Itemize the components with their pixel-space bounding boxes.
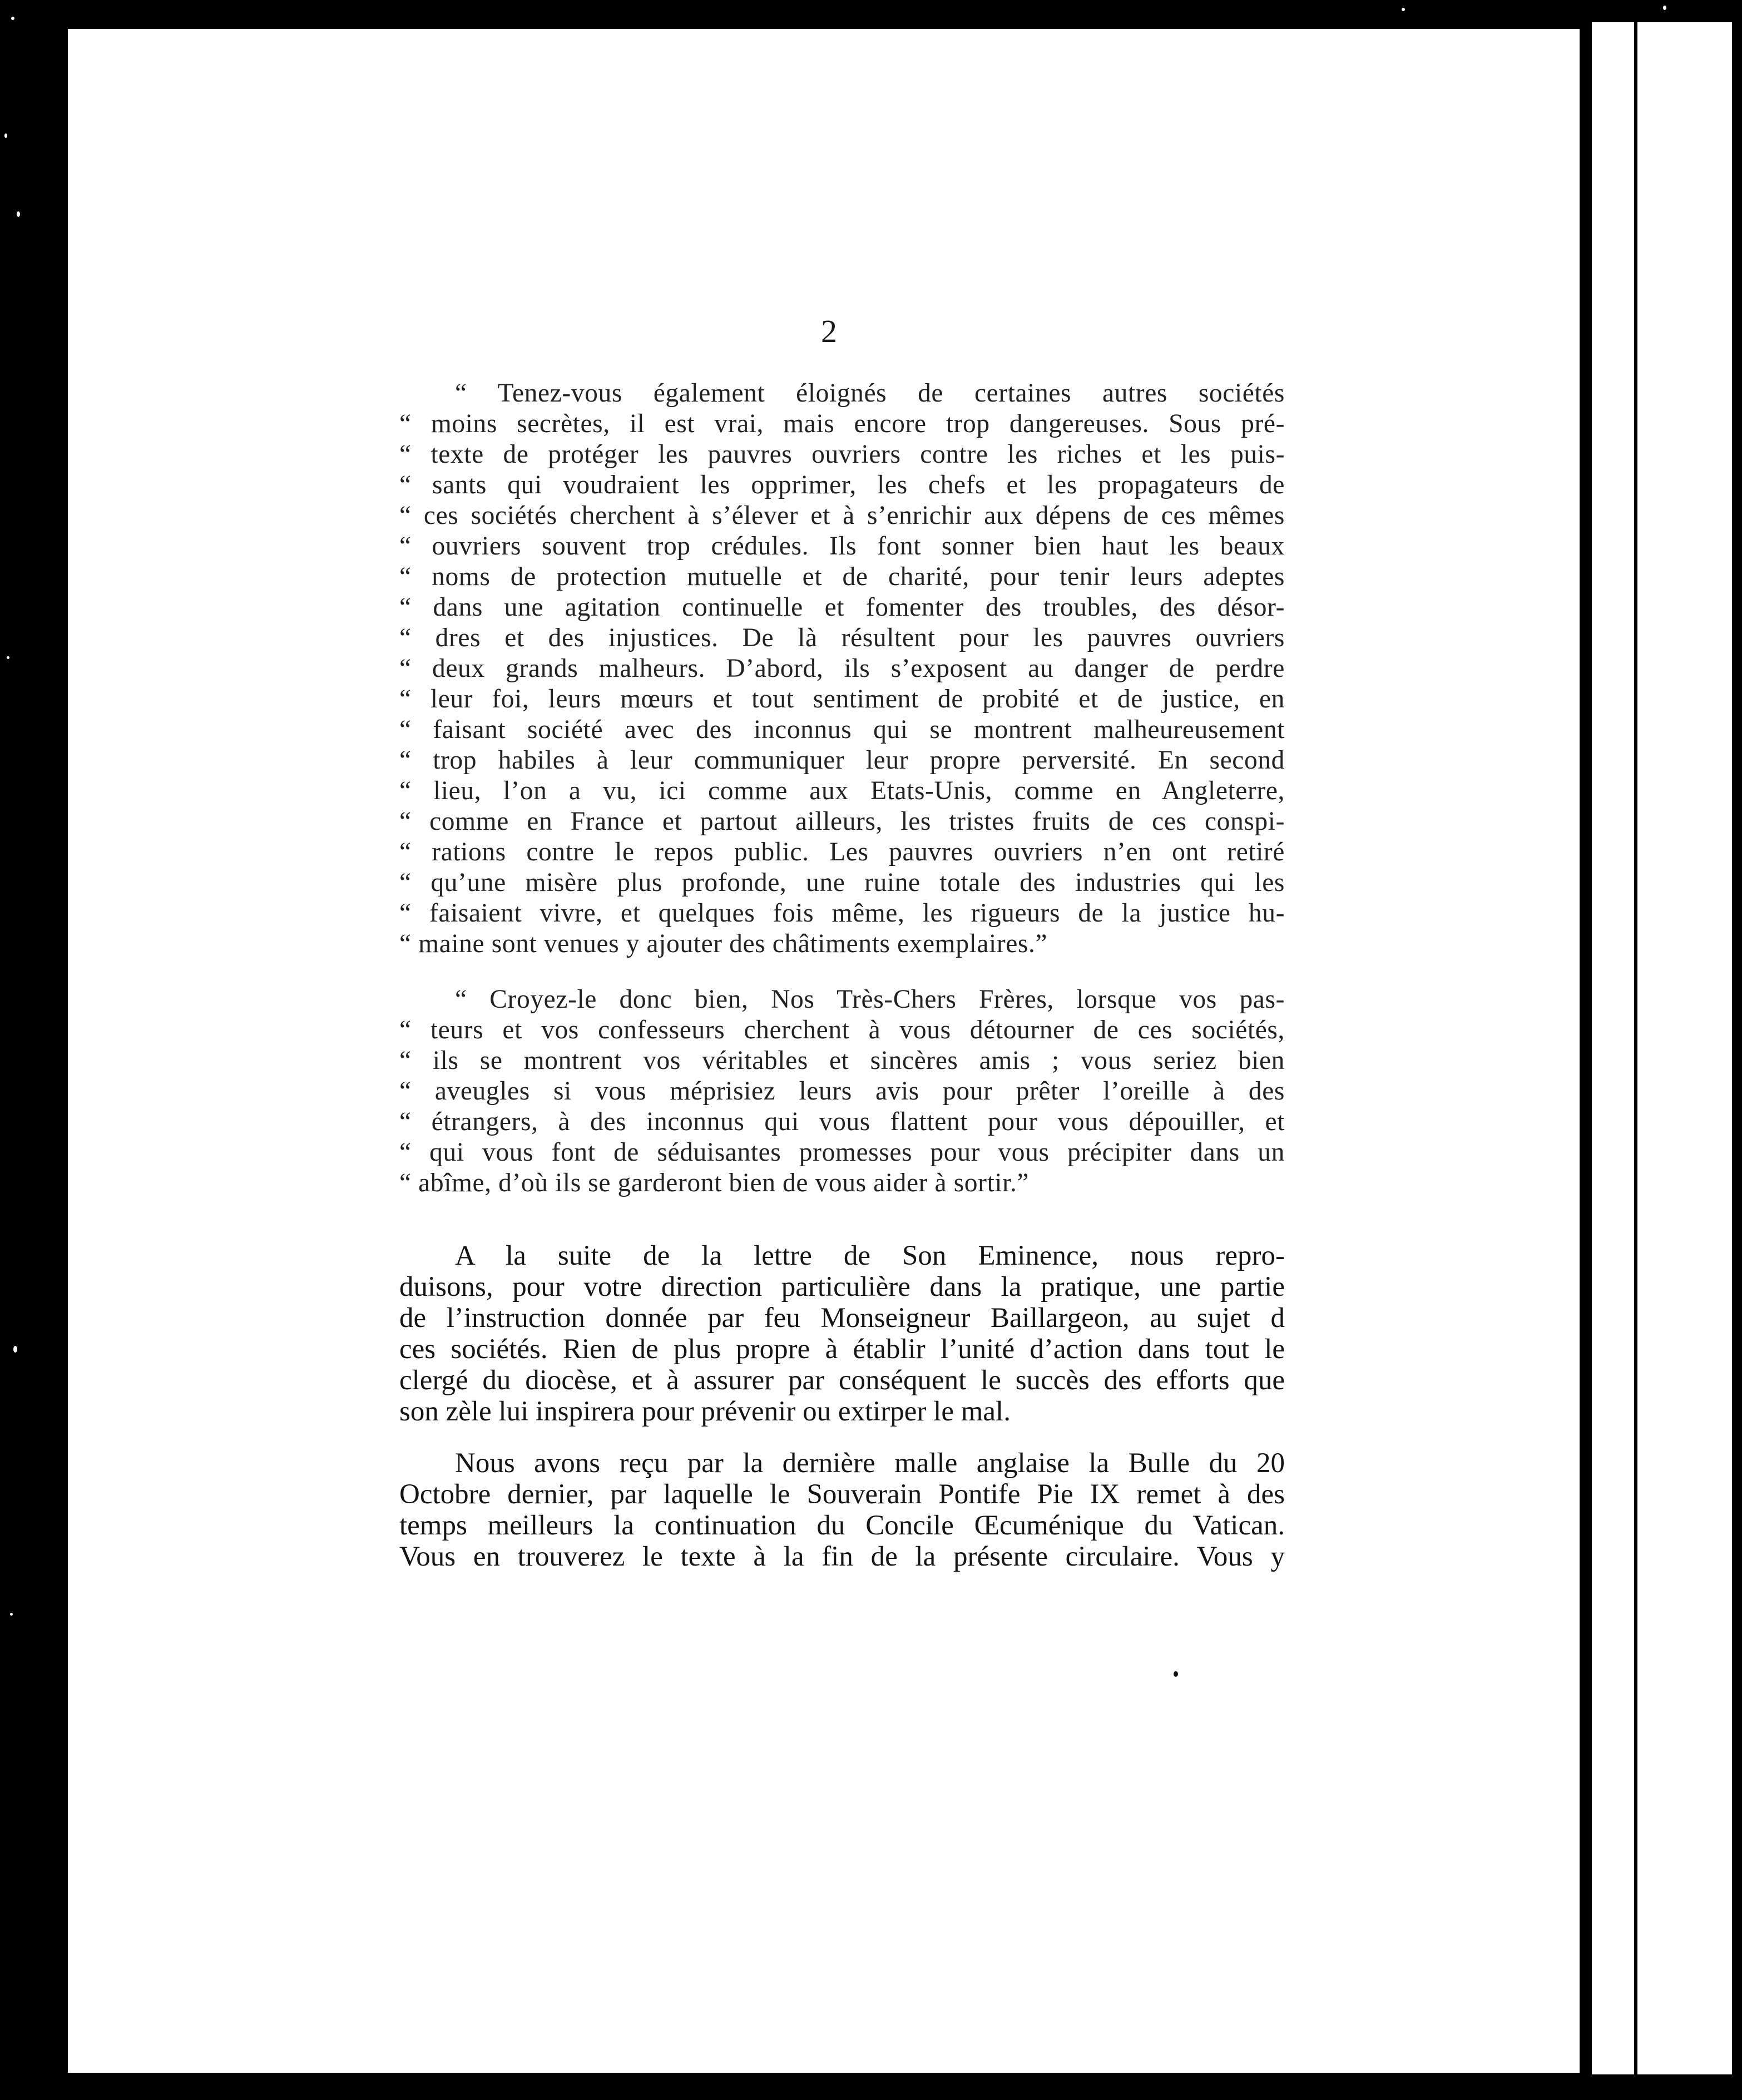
text-line: ces sociétés. Rien de plus propre à établir l’unité d’action dans tout le [399,1334,1285,1365]
text-line: duisons, pour votre direction particulière dans la pratique, une partie [399,1271,1285,1302]
scan-speck [10,1613,13,1616]
text-line: “ moins secrètes, il est vrai, mais encore trop dangereuses. Sous pré- [399,409,1285,438]
body-paragraph-1 [399,1240,1285,1427]
text-line: “ texte de protéger les pauvres ouvriers contre les riches et les puis- [399,440,1285,469]
text-line: “ lieu, l’on a vu, ici comme aux Etats-Unis, comme en Angleterre, [399,776,1285,805]
scan-speck [13,1346,17,1353]
body-paragraph-2 [399,1448,1285,1572]
text-line: “ comme en France et partout ailleurs, les tristes fruits de ces conspi- [399,807,1285,836]
text-line: “ ils se montrent vos véritables et sincères amis ; vous seriez bien [399,1046,1285,1075]
text-line: de l’instruction donnée par feu Monseigneur Baillargeon, au sujet d [399,1302,1285,1334]
text-line: “ étrangers, à des inconnus qui vous flattent pour vous dépouiller, et [399,1107,1285,1136]
scan-speck [17,211,20,217]
scan-speck [1663,6,1666,10]
text-line: “ Tenez-vous également éloignés de certaines autres sociétés [455,379,1285,408]
text-line: A la suite de la lettre de Son Eminence, nous repro- [455,1240,1285,1271]
text-line: “ qu’une misère plus profonde, une ruine totale des industries qui les [399,868,1285,897]
text-line: son zèle lui inspirera pour prévenir ou extirper le mal. [399,1396,1011,1427]
text-line: “ faisant société avec des inconnus qui se montrent malheureusement [399,715,1285,744]
text-line: “ leur foi, leurs mœurs et tout sentiment de probité et de justice, en [399,685,1285,714]
facing-page-edge [1592,22,1732,2074]
text-line: “ Croyez-le donc bien, Nos Très-Chers Frères, lorsque vos pas- [455,985,1285,1014]
text-line: clergé du diocèse, et à assurer par conséquent le succès des efforts que [399,1365,1285,1396]
text-line: “ dans une agitation continuelle et fomenter des troubles, des désor- [399,593,1285,622]
scan-speck [1402,8,1405,11]
text-line: “ trop habiles à leur communiquer leur propre perversité. En second [399,746,1285,775]
text-line: “ ces sociétés cherchent à s’élever et à s’enrichir aux dépens de ces mêmes [399,501,1285,530]
scan-speck [4,133,7,138]
ink-dot [1174,1671,1178,1677]
facing-page-gutter [1634,22,1637,2074]
page-number: 2 [821,313,837,349]
text-line: Nous avons reçu par la dernière malle anglaise la Bulle du 20 [455,1448,1285,1479]
quoted-paragraph-2 [399,984,1285,1198]
text-line: “ abîme, d’où ils se garderont bien de vous aider à sortir.” [399,1168,1030,1197]
text-line: “ qui vous font de séduisantes promesses pour vous précipiter dans un [399,1138,1285,1167]
text-line: “ maine sont venues y ajouter des châtiments exemplaires.” [399,929,1048,958]
scan-speck [7,656,9,659]
text-line: “ teurs et vos confesseurs cherchent à vous détourner de ces sociétés, [399,1016,1285,1044]
text-line: “ deux grands malheurs. D’abord, ils s’exposent au danger de perdre [399,654,1285,683]
text-line: “ aveugles si vous méprisiez leurs avis pour prêter l’oreille à des [399,1077,1285,1106]
text-line: Vous en trouverez le texte à la fin de la présente circulaire. Vous y [399,1541,1285,1572]
quoted-paragraph-1 [399,378,1285,959]
text-line: Octobre dernier, par laquelle le Souverain Pontife Pie IX remet à des [399,1479,1285,1510]
text-line: “ sants qui voudraient les opprimer, les chefs et les propagateurs de [399,470,1285,499]
text-line: “ dres et des injustices. De là résultent pour les pauvres ouvriers [399,623,1285,652]
text-line: “ noms de protection mutuelle et de charité, pour tenir leurs adeptes [399,562,1285,591]
text-line: “ ouvriers souvent trop crédules. Ils font sonner bien haut les beaux [399,532,1285,561]
scan-speck [11,17,14,20]
text-line: temps meilleurs la continuation du Concile Œcuménique du Vatican. [399,1510,1285,1541]
text-line: “ rations contre le repos public. Les pauvres ouvriers n’en ont retiré [399,838,1285,866]
text-line: “ faisaient vivre, et quelques fois même, les rigueurs de la justice hu- [399,899,1285,928]
